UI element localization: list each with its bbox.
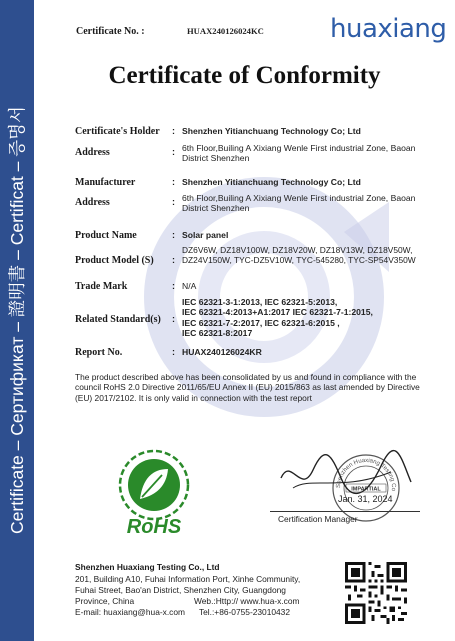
product-name-value: Solar panel bbox=[182, 230, 229, 240]
colon: : bbox=[172, 281, 175, 291]
colon: : bbox=[172, 147, 175, 157]
manufacturer-label: Manufacturer bbox=[75, 177, 136, 188]
signature-line bbox=[270, 511, 420, 512]
address-label: Address bbox=[75, 197, 110, 208]
standard-line: IEC 62321-8:2017 bbox=[182, 328, 253, 339]
stamp-ring-text: Shenzhen Huaxiang Testing Co bbox=[335, 457, 397, 492]
holder-value: Shenzhen Yitianchuang Technology Co; Ltd bbox=[182, 126, 361, 136]
page-title: Certificate of Conformity bbox=[108, 62, 381, 89]
standard-line: IEC 62321-4:2013+A1:2017 IEC 62321-7-1:2015, bbox=[182, 307, 373, 318]
signature-date: Jan. 31, 2024 bbox=[338, 494, 393, 504]
certificate-number-label: Certificate No. : bbox=[76, 26, 145, 37]
certificate-number-value: HUAX240126024KC bbox=[187, 26, 264, 36]
colon: : bbox=[172, 255, 175, 265]
stamp-center-text: IMPARTIAL bbox=[351, 486, 381, 493]
qr-code-icon bbox=[345, 562, 407, 624]
product-name-label: Product Name bbox=[75, 230, 137, 241]
footer-address-line: Province, China bbox=[75, 596, 135, 606]
holder-address-value: 6th Floor,Builing A Xixiang Wenle First industrial Zone, Baoan District Shenzhen bbox=[182, 143, 416, 164]
certificate-body bbox=[34, 0, 455, 641]
address-label: Address bbox=[75, 147, 110, 158]
colon: : bbox=[172, 126, 175, 136]
holder-label: Certificate's Holder bbox=[75, 126, 160, 137]
footer-address-line: Fuhai Street, Bao'an District, Shenzhen City, Guangdong bbox=[75, 585, 286, 595]
colon: : bbox=[172, 230, 175, 240]
colon: : bbox=[172, 347, 175, 357]
sidebar-banner bbox=[0, 0, 34, 641]
trade-mark-value: N/A bbox=[182, 281, 197, 291]
standards-list bbox=[182, 297, 444, 339]
product-model-label: Product Model (S) bbox=[75, 255, 154, 266]
report-no-label: Report No. bbox=[75, 347, 123, 358]
colon: : bbox=[172, 177, 175, 187]
compliance-statement: The product described above has been consolidated by us and found in compliance with the council RoHS 2.0 Directive 2011/65/EU Annex II (EU) 2015/863 as last amended by Directive (EU) 2017/2102. It is only valid in connection with the test report bbox=[75, 372, 420, 403]
signature-title: Certification Manager bbox=[278, 514, 358, 524]
standard-line: IEC 62321-7-2:2017, IEC 62321-6:2015 , bbox=[182, 317, 340, 328]
footer-web: Web.:Http:// www.hua-x.com bbox=[194, 596, 300, 606]
rohs-text: RoHS bbox=[126, 516, 182, 537]
footer-email: E-mail: huaxiang@hua-x.com Tel.:+86-0755-23010432 bbox=[75, 607, 290, 617]
huaxiang-logo: huaxiang bbox=[330, 14, 447, 44]
certificate-number bbox=[76, 26, 264, 37]
sidebar-text: Certificate – Сертификат – 證明書 – Certificat – 증명서 bbox=[7, 106, 27, 534]
report-no-value: HUAX240126024KR bbox=[182, 347, 262, 357]
colon: : bbox=[172, 197, 175, 207]
standards-label: Related Standard(s) bbox=[75, 314, 161, 325]
manufacturer-address-value: 6th Floor,Builing A Xixiang Wenle First industrial Zone, Baoan District Shenzhen bbox=[182, 193, 416, 214]
footer-company: Shenzhen Huaxiang Testing Co., Ltd bbox=[75, 562, 220, 572]
product-model-value: DZ6V6W, DZ18V100W, DZ18V20W, DZ18V13W, DZ18V50W, DZ24V150W, TYC-DZ5V10W, TYC-545280, TYC-SP54V350W bbox=[182, 245, 416, 266]
manufacturer-value: Shenzhen Yitianchuang Technology Co; Ltd bbox=[182, 177, 361, 187]
trade-mark-label: Trade Mark bbox=[75, 281, 128, 292]
footer-address-line: 201, Building A10, Fuhai Information Port, Xinhe Community, bbox=[75, 574, 301, 584]
rohs-logo-icon bbox=[100, 447, 208, 537]
footer-tel: Tel.:+86-0755-23010432 bbox=[198, 607, 290, 617]
standard-line: IEC 62321-3-1:2013, IEC 62321-5:2013, bbox=[182, 297, 338, 307]
colon: : bbox=[172, 314, 175, 324]
